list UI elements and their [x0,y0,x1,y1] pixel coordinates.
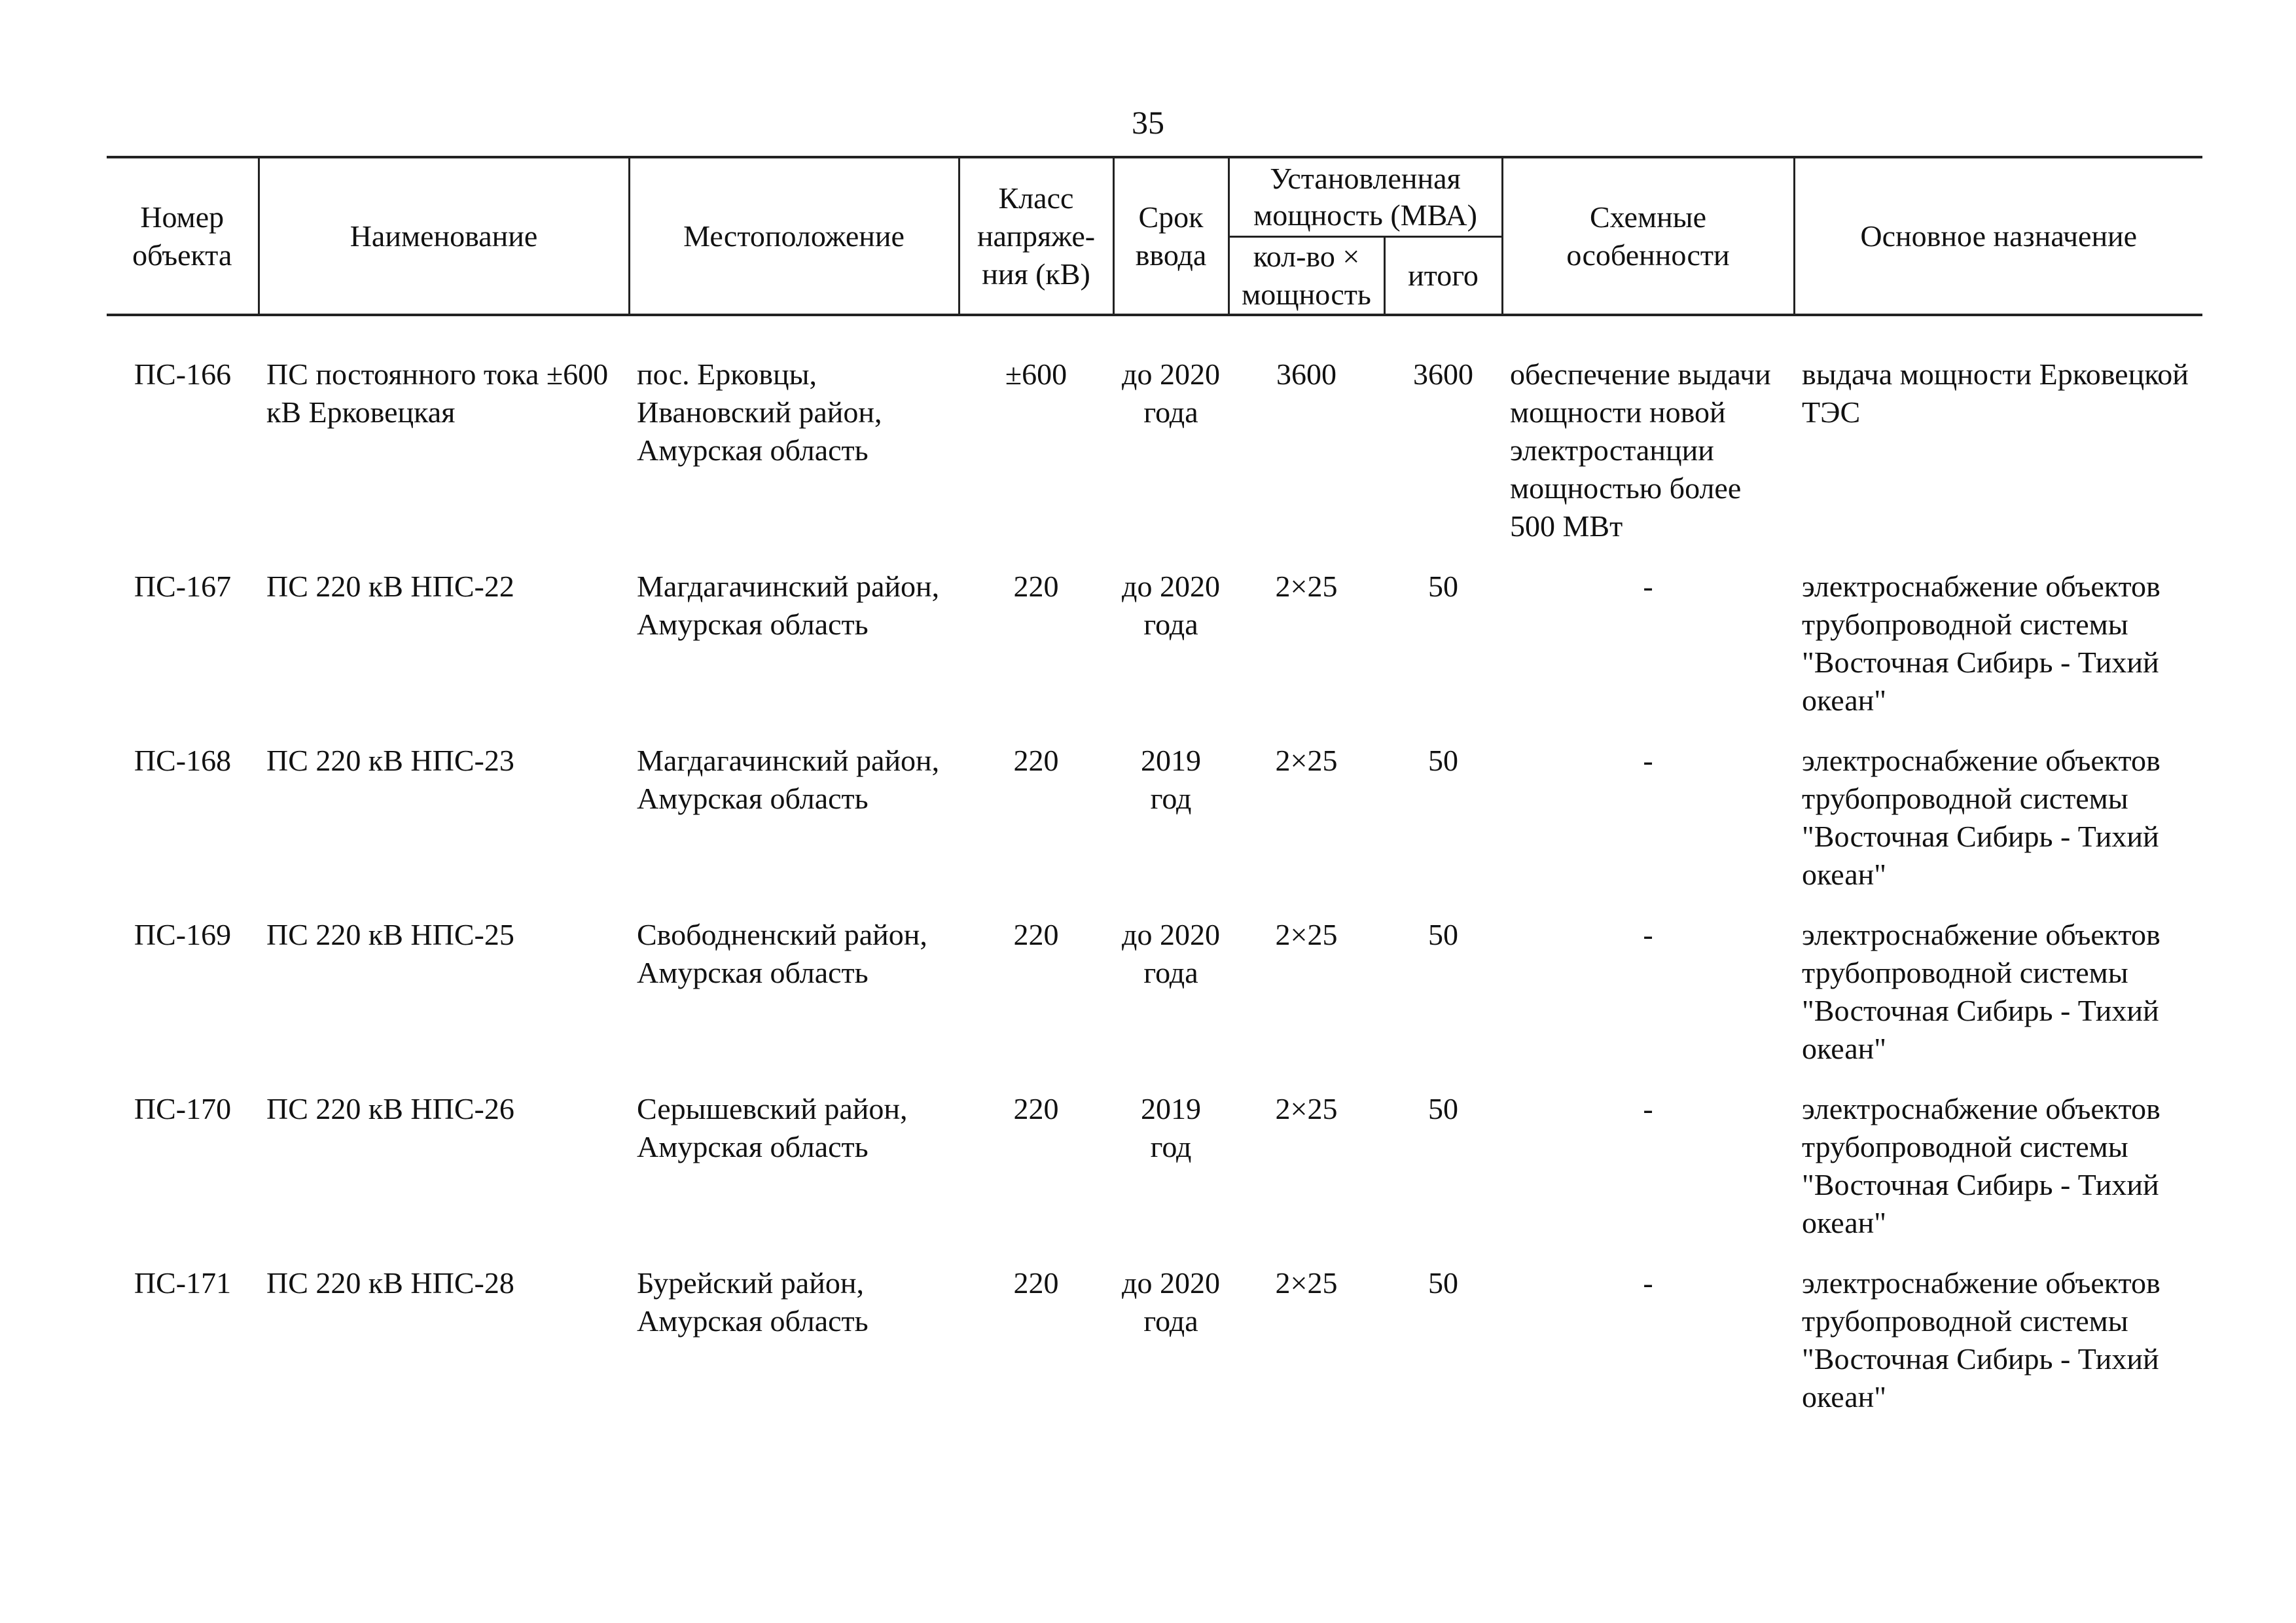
cell-capacity-count: 2×25 [1275,918,1338,951]
cell-capacity-count: 2×25 [1275,570,1338,603]
col-header-capacity-total: итого [1384,237,1502,316]
col-header-capacity-count: кол-во × мощность [1229,237,1384,316]
substation-table [107,156,2202,1416]
cell-number: ПС-171 [134,1266,232,1300]
cell-features: - [1643,918,1653,951]
cell-capacity-total: 50 [1428,1092,1458,1125]
page-number: 35 [1132,104,1164,141]
cell-voltage: 220 [1013,918,1059,951]
cell-term: 2019 год [1141,1092,1201,1163]
cell-number: ПС-169 [134,918,232,951]
col-header-features: Схемные особенности [1502,157,1794,315]
cell-name: ПС 220 кВ НПС-28 [266,1266,514,1300]
table-row [107,315,2202,545]
cell-features: - [1643,1092,1653,1125]
cell-location: Серышевский район, Амурская область [637,1092,908,1163]
table-row [107,720,2202,894]
col-header-term: Срок ввода [1113,157,1229,315]
cell-purpose: электроснабжение объектов трубопроводной системы "Восточная Сибирь - Тихий океан" [1802,918,2161,1065]
col-header-number: Номер объекта [107,157,259,315]
cell-purpose: электроснабжение объектов трубопроводной системы "Восточная Сибирь - Тихий океан" [1802,744,2161,891]
cell-voltage: 220 [1013,1092,1059,1125]
cell-capacity-total: 3600 [1413,357,1473,391]
cell-location: Свободненский район, Амурская область [637,918,927,989]
cell-features: - [1643,744,1653,777]
cell-location: Бурейский район, Амурская область [637,1266,869,1338]
cell-name: ПС 220 кВ НПС-23 [266,744,514,777]
cell-capacity-count: 2×25 [1275,1266,1338,1300]
cell-purpose: выдача мощности Ерковецкой ТЭС [1802,357,2189,429]
cell-purpose: электроснабжение объектов трубопроводной системы "Восточная Сибирь - Тихий океан" [1802,1092,2161,1239]
cell-capacity-total: 50 [1428,744,1458,777]
table-row [107,894,2202,1068]
cell-name: ПС постоянного тока ±600 кВ Ерковецкая [266,357,609,429]
cell-term: до 2020 года [1122,1266,1220,1338]
cell-location: Магдагачинский район, Амурская область [637,744,940,815]
cell-location: пос. Ерковцы, Ивановский район, Амурская область [637,357,882,467]
cell-capacity-total: 50 [1428,570,1458,603]
cell-voltage: ±600 [1005,357,1067,391]
cell-number: ПС-167 [134,570,232,603]
cell-voltage: 220 [1013,570,1059,603]
col-header-location: Местоположение [629,157,959,315]
cell-voltage: 220 [1013,744,1059,777]
cell-features: обеспечение выдачи мощности новой электростанции мощностью более 500 МВт [1510,357,1771,543]
cell-number: ПС-166 [134,357,232,391]
cell-term: до 2020 года [1122,570,1220,641]
cell-capacity-count: 2×25 [1275,744,1338,777]
cell-features: - [1643,1266,1653,1300]
cell-purpose: электроснабжение объектов трубопроводной системы "Восточная Сибирь - Тихий океан" [1802,1266,2161,1413]
cell-purpose: электроснабжение объектов трубопроводной системы "Восточная Сибирь - Тихий океан" [1802,570,2161,717]
cell-name: ПС 220 кВ НПС-22 [266,570,514,603]
header-row [107,157,2202,237]
table-row [107,1068,2202,1242]
cell-capacity-total: 50 [1428,918,1458,951]
cell-name: ПС 220 кВ НПС-26 [266,1092,514,1125]
col-header-name: Наименование [259,157,629,315]
table-row [107,1242,2202,1416]
cell-number: ПС-170 [134,1092,232,1125]
cell-number: ПС-168 [134,744,232,777]
col-header-voltage: Класс напряже-ния (кВ) [959,157,1113,315]
cell-term: до 2020 года [1122,918,1220,989]
cell-capacity-total: 50 [1428,1266,1458,1300]
col-header-purpose: Основное назначение [1794,157,2202,315]
cell-term: 2019 год [1141,744,1201,815]
cell-term: до 2020 года [1122,357,1220,429]
cell-voltage: 220 [1013,1266,1059,1300]
cell-features: - [1643,570,1653,603]
cell-location: Магдагачинский район, Амурская область [637,570,940,641]
table-row [107,545,2202,720]
cell-capacity-count: 3600 [1276,357,1336,391]
col-header-capacity-group: Установленная мощность (МВА) [1229,157,1502,237]
cell-name: ПС 220 кВ НПС-25 [266,918,514,951]
cell-capacity-count: 2×25 [1275,1092,1338,1125]
